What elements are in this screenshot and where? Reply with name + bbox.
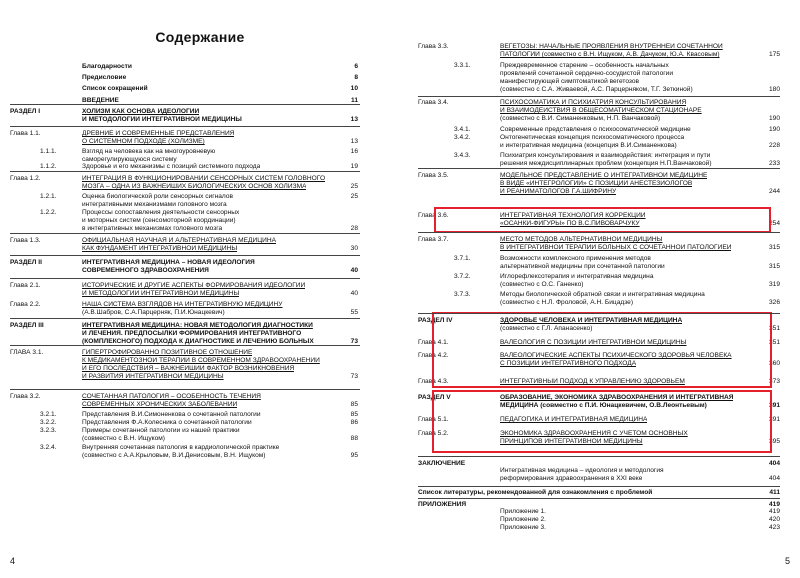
separator-rule — [10, 171, 360, 172]
toc-line-text: ИНТЕГРАТИВНАЯ МЕДИЦИНА: НОВАЯ МЕТОДОЛОГИЯ ДИАГНОСТИКИ — [82, 322, 313, 329]
toc-line — [400, 86, 800, 95]
separator-rule — [10, 255, 360, 256]
toc-line-label: 3.4.3. — [454, 152, 471, 159]
toc-line-label: 3.7.1. — [454, 255, 471, 262]
toc-line-text: Примеры сочетанной патологии из нашей практики — [82, 427, 240, 434]
toc-line-text: ПРИНЦИПОВ ИНТЕГРАТИВНОЙ МЕДИЦИНЫ — [500, 438, 643, 445]
toc-line-page-number: 86 — [350, 419, 358, 426]
toc-line-page-number: 228 — [768, 142, 780, 149]
toc-line-text: МОЗГА – ОДНА ИЗ ВАЖНЕЙШИХ БИОЛОГИЧЕСКИХ ОСНОВ ХОЛИЗМА — [82, 183, 307, 190]
separator-rule — [418, 232, 780, 233]
separator-rule — [10, 389, 360, 390]
toc-line-label: 3.4.2. — [454, 134, 471, 141]
toc-line-page-number: 73 — [350, 373, 358, 380]
toc-line-page-number: 25 — [350, 193, 358, 200]
toc-line-label: 1.2.2. — [40, 209, 57, 216]
toc-line-text: ИНТЕГРАТИВНАЯ МЕДИЦИНА – НОВАЯ ИДЕОЛОГИЯ — [82, 259, 255, 266]
toc-line-page-number: 16 — [350, 148, 358, 155]
toc-line-page-number: 25 — [350, 183, 358, 190]
toc-line-text: Приложение 2. — [500, 516, 547, 523]
toc-line-text: И МЕТОДОЛОГИИ ИНТЕГРАТИВНОЙ МЕДИЦИНЫ — [82, 116, 242, 123]
toc-line-text: К МЕДИКАМЕНТОЗНОЙ ТЕРАПИИ В СОВРЕМЕННОМ ЗДРАВООХРАНЕНИИ — [82, 357, 320, 364]
toc-line-label: Глава 3.4. — [418, 99, 449, 106]
toc-line-text: Онтогенетическая концепция психосоматического процесса — [500, 134, 685, 141]
toc-line — [0, 74, 400, 83]
toc-line-page-number: 175 — [768, 51, 780, 58]
toc-line-page-number: 254 — [768, 220, 780, 227]
toc-line-page-number: 391 — [768, 402, 780, 409]
toc-line-page-number: 55 — [350, 309, 358, 316]
toc-line-label: Глава 2.1. — [10, 282, 41, 289]
toc-line-text: ВВЕДЕНИЕ — [82, 97, 119, 104]
toc-line-text: (совместно с О.С. Ганенко) — [500, 281, 584, 288]
toc-line — [0, 373, 400, 382]
toc-line-page-number: 73 — [350, 338, 358, 345]
toc-line-text: Предисловие — [82, 74, 127, 81]
toc-line-text: Список сокращений — [82, 85, 148, 92]
toc-line-text: Благодарности — [82, 63, 132, 70]
toc-line-label: 3.3.1. — [454, 62, 471, 69]
highlight-box-section-v — [432, 390, 772, 453]
toc-line-text: ВАЛЕОЛОГИЧЕСКИЕ АСПЕКТЫ ПСИХИЧЕСКОГО ЗДОРОВЬЯ ЧЕЛОВЕКА — [500, 352, 732, 359]
toc-line-page-number: 420 — [768, 516, 780, 523]
toc-line-text: Приложение 3. — [500, 524, 547, 531]
toc-line-text: Внутренняя сочетанная патология в кардиологической практике — [82, 444, 280, 451]
separator-rule — [418, 313, 780, 314]
toc-line-text: СОВРЕМЕННЫХ ХРОНИЧЕСКИХ ЗАБОЛЕВАНИЙ — [82, 401, 238, 408]
toc-line-text: ГИПЕРТРОФИРОВАННО ПОЗИТИВНОЕ ОТНОШЕНИЕ — [82, 349, 253, 356]
toc-line-label: РАЗДЕЛ I — [10, 108, 41, 115]
toc-line-page-number: 88 — [350, 435, 358, 442]
toc-line — [400, 475, 800, 484]
toc-line-text: ОФИЦИАЛЬНАЯ НАУЧНАЯ И АЛЬТЕРНАТИВНАЯ МЕДИЦИНА — [82, 237, 277, 244]
separator-rule — [418, 486, 780, 487]
toc-line-label: Глава 4.2. — [418, 352, 449, 359]
toc-line-text: ДРЕВНИЕ И СОВРЕМЕННЫЕ ПРЕДСТАВЛЕНИЯ — [82, 130, 235, 137]
toc-line-text: Преждевременное старение – особенность начальных — [500, 62, 669, 69]
toc-line — [400, 263, 800, 272]
separator-rule — [10, 318, 360, 319]
toc-line-text: И РАЗВИТИЯ ИНТЕГРАТИВНОЙ МЕДИЦИНЫ — [82, 373, 224, 380]
toc-line — [400, 299, 800, 308]
toc-line-page-number: 351 — [768, 325, 780, 332]
toc-line-label: Глава 3.7. — [418, 236, 449, 243]
toc-line-text: ПЕДАГОГИКА И ИНТЕГРАТИВНАЯ МЕДИЦИНА — [500, 416, 648, 423]
toc-line-page-number: 395 — [768, 438, 780, 445]
toc-line-text: решения междисциплинарных проблем (концепция Н.П.Ванчаковой) — [500, 160, 712, 167]
toc-line — [0, 85, 400, 94]
toc-line-page-number: 233 — [768, 160, 780, 167]
right-page — [400, 0, 800, 578]
toc-line — [0, 116, 400, 125]
toc-line-page-number: 19 — [350, 163, 358, 170]
toc-line-page-number: 326 — [768, 299, 780, 306]
separator-rule — [10, 104, 360, 105]
toc-line-text: «ОСАНКИ-ФИГУРЫ» ПО В.С.ПИВОВАРЧУКУ — [500, 220, 640, 227]
toc-line-text: манифестирующей симптоматикой вегетозов — [500, 78, 640, 85]
toc-line-text: КАК ФУНДАМЕНТ ИНТЕГРАТИВНОЙ МЕДИЦИНЫ — [82, 245, 238, 252]
toc-line-label: Глава 1.3. — [10, 237, 41, 244]
separator-rule — [10, 126, 360, 127]
toc-line-text: И ЕГО ПОСЛЕДСТВИЯ – ВАЖНЕЙШИЙ ФАКТОР ВОЗНИКНОВЕНИЯ — [82, 365, 295, 372]
toc-line-text: Возможности комплексного применения методов — [500, 255, 651, 262]
separator-rule — [418, 498, 780, 499]
toc-line-label: ЗАКЛЮЧЕНИЕ — [418, 460, 466, 467]
toc-line-label: Глава 1.1. — [10, 130, 41, 137]
toc-line-text: ИНТЕГРАТИВНАЯ ТЕХНОЛОГИЯ КОРРЕКЦИИ — [500, 212, 646, 219]
toc-line-page-number: 351 — [768, 339, 780, 346]
toc-line-label: Глава 4.1. — [418, 339, 449, 346]
toc-line-page-number: 13 — [350, 116, 358, 123]
toc-line-page-number: 95 — [350, 452, 358, 459]
toc-line-text: Здоровье и его механизмы с позиций системного подхода — [82, 163, 261, 170]
separator-rule — [10, 278, 360, 279]
toc-line-text: О СИСТЕМНОМ ПОДХОДЕ (ХОЛИЗМЕ) — [82, 138, 205, 145]
toc-line-text: в интегративных механизмах головного мозга — [82, 225, 223, 232]
toc-line — [0, 138, 400, 147]
toc-line-text: С ПОЗИЦИЙ ИНТЕГРАТИВНОГО ПОДХОДА — [500, 360, 637, 367]
toc-line-text: альтернативной медицины при сочетанной патологии — [500, 263, 665, 270]
toc-line-label: ПРИЛОЖЕНИЯ — [418, 501, 467, 508]
toc-line-text: ИНТЕГРАЦИЯ В ФУНКЦИОНИРОВАНИИ СЕНСОРНЫХ СИСТЕМ ГОЛОВНОГО — [82, 175, 326, 182]
toc-line-text: И РЕАНИМАТОЛОГОВ Г.А.ШИФРИНУ — [500, 188, 617, 195]
toc-line-page-number: 360 — [768, 360, 780, 367]
toc-line-text: (КОМПЛЕКСНОГО) ПОДХОДА К ДИАГНОСТИКЕ И ЛЕЧЕНИЮ БОЛЬНЫХ — [82, 338, 314, 345]
toc-line-page-number: 315 — [768, 263, 780, 270]
toc-line-label: РАЗДЕЛ II — [10, 259, 42, 266]
toc-line-page-number: 190 — [768, 115, 780, 122]
toc-line-text: Методы биологической обратной связи и интегративная медицина — [500, 291, 705, 298]
toc-line-page-number: 28 — [350, 225, 358, 232]
toc-line — [0, 290, 400, 299]
toc-line-page-number: 85 — [350, 411, 358, 418]
toc-line-text: и интегративная медицина (концепция В.И.Симаненкова) — [500, 142, 677, 149]
toc-line-text: МЕДИЦИНА (совместно с П.И. Юнацкевичем, О.В.Леонтьевым) — [500, 402, 707, 409]
toc-line-text: ЭКОНОМИКА ЗДРАВООХРАНЕНИЯ С УЧЕТОМ ОСНОВНЫХ — [500, 430, 688, 437]
highlight-box-section-iv — [432, 312, 772, 388]
toc-line-text: МЕСТО МЕТОДОВ АЛЬТЕРНАТИВНОЙ МЕДИЦИНЫ — [500, 236, 663, 243]
toc-line-text: ЗДОРОВЬЕ ЧЕЛОВЕКА И ИНТЕГРАТИВНАЯ МЕДИЦИНА — [500, 317, 683, 324]
separator-rule — [418, 96, 780, 97]
toc-line-text: (совместно с Г.Л. Апанасенко) — [500, 325, 593, 332]
separator-rule — [418, 168, 780, 169]
toc-line-label: Глава 3.3. — [418, 43, 449, 50]
toc-line-page-number: 411 — [769, 489, 780, 496]
toc-line — [400, 524, 800, 533]
toc-line-label: 3.4.1. — [454, 126, 471, 133]
toc-line-text: ПАТОЛОГИИ (совместно с В.Н. Ищуком, А.В. Дачуком, Ю.А. Квасовым) — [500, 51, 720, 58]
toc-line-text: Представления В.И.Симоненкова о сочетанной патологии — [82, 411, 261, 418]
toc-line-text: ХОЛИЗМ КАК ОСНОВА ИДЕОЛОГИИ — [82, 108, 200, 115]
toc-line-label: РАЗДЕЛ V — [418, 394, 451, 401]
toc-line-label: РАЗДЕЛ III — [10, 322, 44, 329]
toc-line-page-number: 319 — [768, 281, 780, 288]
toc-line — [0, 401, 400, 410]
toc-line-text: (совместно с А.А.Крыловым, В.И.Денисовым, В.Н. Ищуком) — [82, 452, 266, 459]
highlight-box-chapter-3-6 — [434, 207, 771, 233]
toc-line-text: Интегративная медицина – идеология и методология — [500, 467, 664, 474]
toc-line-text: ПСИХОСОМАТИКА И ПСИХИАТРИЯ КОНСУЛЬТИРОВАНИЯ — [500, 99, 687, 106]
toc-line-text: ИНТЕГРАТИВНЫЙ ПОДХОД К УПРАВЛЕНИЮ ЗДОРОВЬЕМ — [500, 378, 685, 385]
toc-line-text: Оценка биологической роли сенсорных сигналов — [82, 193, 234, 200]
toc-line — [400, 489, 800, 498]
toc-line-label: Глава 3.6. — [418, 212, 449, 219]
toc-line-label: Глава 5.2. — [418, 430, 449, 437]
separator-rule — [10, 233, 360, 234]
toc-line-text: ВАЛЕОЛОГИЯ С ПОЗИЦИЙ ИНТЕГРАТИВНОЙ МЕДИЦИНЫ — [500, 339, 687, 346]
toc-line-text: и моторных систем (сенсомоторной координации) — [82, 217, 236, 224]
toc-line-text: Взгляд на человека как на многоуровневую — [82, 148, 216, 155]
toc-line-label: Глава 2.2. — [10, 301, 41, 308]
toc-line-label: 3.2.1. — [40, 411, 57, 418]
toc-line-label: РАЗДЕЛ IV — [418, 317, 453, 324]
toc-line-label: 1.2.1. — [40, 193, 57, 200]
toc-line — [0, 435, 400, 444]
toc-line-text: (А.В.Шабров, С.А.Парцерняк, П.И.Юнацкевич) — [82, 309, 225, 316]
toc-line-label: Глава 3.5. — [418, 172, 449, 179]
separator-rule — [418, 456, 780, 457]
toc-line-page-number: 315 — [768, 244, 780, 251]
toc-line-label: 3.2.4. — [40, 444, 57, 451]
toc-line-text: И ВЗАИМОДЕЙСТВИЯ В ОБЩЕСОМАТИЧЕСКОМ СТАЦИОНАРЕ — [500, 107, 702, 114]
toc-line-text: Приложение 1. — [500, 508, 547, 515]
toc-line — [0, 267, 400, 276]
toc-line-text: (совместно с В.И. Симаненковым, Н.П. Ванчаковой) — [500, 115, 661, 122]
toc-line-page-number: 190 — [768, 126, 780, 133]
toc-line-text: ОБРАЗОВАНИЕ, ЭКОНОМИКА ЗДРАВООХРАНЕНИЯ И ИНТЕГРАТИВНАЯ — [500, 394, 734, 401]
toc-line — [0, 245, 400, 254]
toc-line — [0, 309, 400, 318]
toc-line-text: (совместно с В.Н. Ищуком) — [82, 435, 165, 442]
toc-line-page-number: 244 — [768, 188, 780, 195]
toc-line-label: Глава 5.1. — [418, 416, 449, 423]
toc-line-text: саморегулирующуюся систему — [82, 156, 177, 163]
page-number-left: 4 — [10, 556, 16, 566]
toc-line-text: (совместно с Н.Л. Фроловой, А.Н. Бицадзе) — [500, 299, 634, 306]
toc-line — [0, 452, 400, 461]
toc-line-page-number: 404 — [768, 460, 780, 467]
toc-line-text: интегративными механизмами головного мозга — [82, 201, 227, 208]
toc-line-text: Психиатрия консультирования и взаимодействия: интеграция и пути — [500, 152, 711, 159]
toc-line-page-number: 30 — [350, 245, 358, 252]
toc-line-label: Глава 4.3. — [418, 378, 449, 385]
toc-line-label: 3.2.2. — [40, 419, 57, 426]
toc-line — [400, 188, 800, 197]
toc-line-page-number: 85 — [350, 401, 358, 408]
toc-line-text: Представления Ф.А.Колесника о сочетанной патологии — [82, 419, 252, 426]
toc-line-page-number: 11 — [351, 97, 358, 104]
toc-line-text: проявлений сочетанной сердечно-сосудистой патологии — [500, 70, 674, 77]
toc-line-text: ВЕГЕТОЗЫ: НАЧАЛЬНЫЕ ПРОЯВЛЕНИЯ ВНУТРЕННЕЙ СОЧЕТАННОЙ — [500, 43, 723, 50]
toc-line-label: 3.7.3. — [454, 291, 471, 298]
toc-line-page-number: 40 — [350, 267, 358, 274]
toc-line-label: 3.7.2. — [454, 273, 471, 280]
toc-line-label: 3.2.3. — [40, 427, 57, 434]
toc-line-page-number: 40 — [350, 290, 358, 297]
toc-line-page-number: 404 — [768, 475, 780, 482]
toc-line-page-number: 391 — [768, 416, 780, 423]
toc-line — [400, 51, 800, 60]
toc-line-page-number: 13 — [350, 138, 358, 145]
toc-line-page-number: 419 — [768, 508, 780, 515]
toc-line — [0, 183, 400, 192]
toc-line-text: НАША СИСТЕМА ВЗГЛЯДОВ НА ИНТЕГРАТИВНУЮ МЕДИЦИНУ — [82, 301, 283, 308]
toc-line-label: Список литературы, рекомендованной для ознакомления с проблемой — [418, 489, 653, 496]
page-title: Содержание — [155, 29, 245, 45]
toc-line — [0, 63, 400, 72]
toc-line-page-number: 6 — [354, 63, 358, 70]
toc-line-page-number: 10 — [350, 85, 358, 92]
toc-line-text: И МЕТОДОЛОГИИ ИНТЕГРАТИВНОЙ МЕДИЦИНЫ — [82, 290, 240, 297]
toc-line-text: В ИНТЕГРАТИВНОЙ ТЕРАПИИ БОЛЬНЫХ С СОЧЕТАННОЙ ПАТОЛОГИЕЙ — [500, 244, 732, 251]
toc-line-text: МОДЕЛЬНОЕ ПРЕДСТАВЛЕНИЕ О ИНТЕГРАТИВНОЙ МЕДИЦИНЕ — [500, 172, 708, 179]
toc-line-page-number: 180 — [768, 86, 780, 93]
toc-line-text: Современные представления о психосоматической медицине — [500, 126, 691, 133]
toc-line-text: СОЧЕТАННАЯ ПАТОЛОГИЯ – ОСОБЕННОСТЬ ТЕЧЕНИЯ — [82, 393, 261, 400]
separator-rule — [10, 345, 360, 346]
toc-line — [400, 115, 800, 124]
toc-line-page-number: 373 — [768, 378, 780, 385]
toc-line-text: СОВРЕМЕННОГО ЗДРАВООХРАНЕНИЯ — [82, 267, 209, 274]
toc-line-label: 1.1.1. — [40, 148, 57, 155]
page-number-right: 5 — [784, 556, 790, 566]
toc-line-text: И ЛЕЧЕНИЯ. ПРЕДПОСЫЛКИ ФОРМИРОВАНИЯ ИНТЕГРАТИВНОГО — [82, 330, 302, 337]
toc-line — [400, 244, 800, 253]
toc-line-label: 1.1.2. — [40, 163, 57, 170]
toc-line-text: (совместно с С.А. Живаевой, А.С. Парцерняком, Т.Г. Зеткиной) — [500, 86, 693, 93]
toc-line-label: Глава 3.2. — [10, 393, 41, 400]
toc-line-label: ГЛАВА 3.1. — [10, 349, 44, 356]
toc-line-text: Иглорефлексотерапия и интегративная медицина — [500, 273, 654, 280]
toc-line-text: ИСТОРИЧЕСКИЕ И ДРУГИЕ АСПЕКТЫ ФОРМИРОВАНИЯ ИДЕОЛОГИИ — [82, 282, 306, 289]
toc-line-label: Глава 1.2. — [10, 175, 41, 182]
toc-line-page-number: 419 — [768, 501, 780, 508]
toc-line — [400, 142, 800, 151]
toc-line-page-number: 423 — [768, 524, 780, 531]
toc-line-page-number: 8 — [354, 74, 358, 81]
toc-line-text: реформирования здравоохранения в XXI веке — [500, 475, 643, 482]
toc-line-text: Процессы сопоставления деятельности сенсорных — [82, 209, 240, 216]
toc-line — [400, 281, 800, 290]
toc-line-text: В ВИДЕ «ИНТЕГРОЛОГИИ» С ПОЗИЦИЙ АНЕСТЕЗИОЛОГОВ — [500, 180, 693, 187]
